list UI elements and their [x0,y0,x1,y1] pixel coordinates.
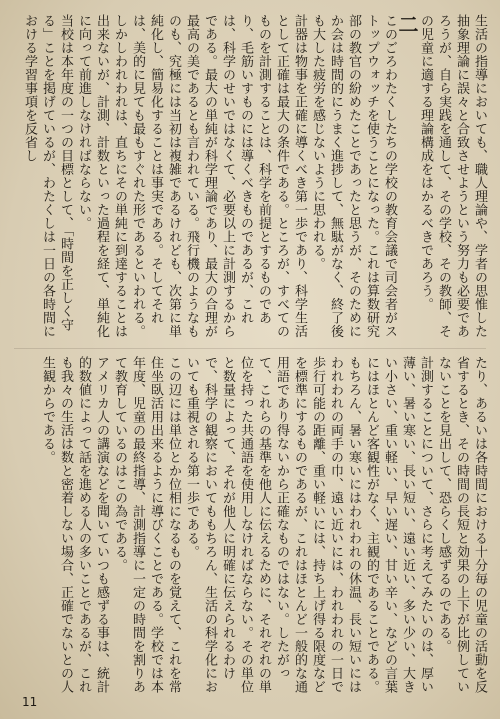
paragraph: アメリカ人の講演などを聞いていつも感ずる事は、統計的数値によって話を進める人の多いことであるが、これも我々の生活は数と密着しない場合、正確でないとの人生観からである。 [40,356,109,694]
paragraph: たり、あるいは各時間における十分毎の児童の活動を反省するとき、その時間の長短と効果の上下が比例していないことを見出して、恐らくし感ずるのである。 [436,356,487,694]
paragraph: 計測することについて、さらに考えてみたいのは、厚い薄い、暑い寒い、長い短い、遠い近い、多い少い、大きい小さい、重い軽い、早い遅い、甘い辛い、などの言葉にはほとんど客観性がなく、主観的であることである。 [364,356,433,694]
paragraph: 生活の指導においても、職人理論や、学者の思惟した抽象理論に誤々と合致させようという努力も必要であろうが、自ら実践を通して、その学校、その教師、その児童に適する理論構成をはかるべきであろう。 [418,14,487,338]
section-number: 二 [395,14,419,35]
paragraph: 計器は物事を正確に導くべき第一歩であり、科学生活として正確は最大の条件である。ところが、すべてのものを計測することは、科学を前提とするものであり、毛筋いすものには導くべきものであるが、これは、科学のせいではなくて、必要以上に計測するからである。最大の単純が科学理論であり、最大の合理が最高の美であるとも言われている。飛行機のようなものも、究極には当初は複雑であるけれども、次第に単純化し、簡易化することは事実である。そしてそれは、美的に見ても最もすぐれた形であるといわれる。 [130,14,307,338]
section-divider [14,348,486,349]
paragraph: このごろわたくしたちの学校の教育会議で司会者がストップウォッチを使うことになった。これは算数研究部の教官の紛めたことであったと思うが、そのためにか会は時間的にうまく進捗して、無駄がなく、終了後も大した疲労を感じないように思われる。 [310,14,397,338]
lower-text-block [12,356,488,694]
paragraph: この辺には単位とか位相になるものを覚えて、これを常住坐臥活用出来るように導びくことである。学校では本年度、児童の最終指導、計測指導に一定の時間を割りあて教育しているのはこの為である。 [112,356,181,694]
paragraph: 当校は本年度の一つの目標として、「時間を正しく守る」ことを掲げているが、わたくしは一日の各時間における学習事項を反省し [22,14,73,338]
upper-text-block [12,14,488,344]
page-number: 11 [22,695,38,709]
paragraph: もちろん、暑い寒いにはわれわれの休温、長い短いにはわれわれの両手の巾、遠い近いには、われわれの一日で歩行可能の距離、重い軽いには、持ち上げ得る限度などを標準にするものであるが、これはほとんど一般的な通用語であり得ないから正確なものではない。したがって、これらの基準を他人に伝えるために、それぞれの単位を持った共通語を使用しなければならない。その単位と数量によって、それが他人に明確に伝えられるわけで、科学の観察においてももちろん、生活の科学化においても重視される第一歩である。 [184,356,361,694]
paragraph: しかしわれわれは、直ちにその単純に到達することは出来ないが、計測、計数といった過程を経て、単純化に向って前進しなければならない。 [76,14,127,338]
